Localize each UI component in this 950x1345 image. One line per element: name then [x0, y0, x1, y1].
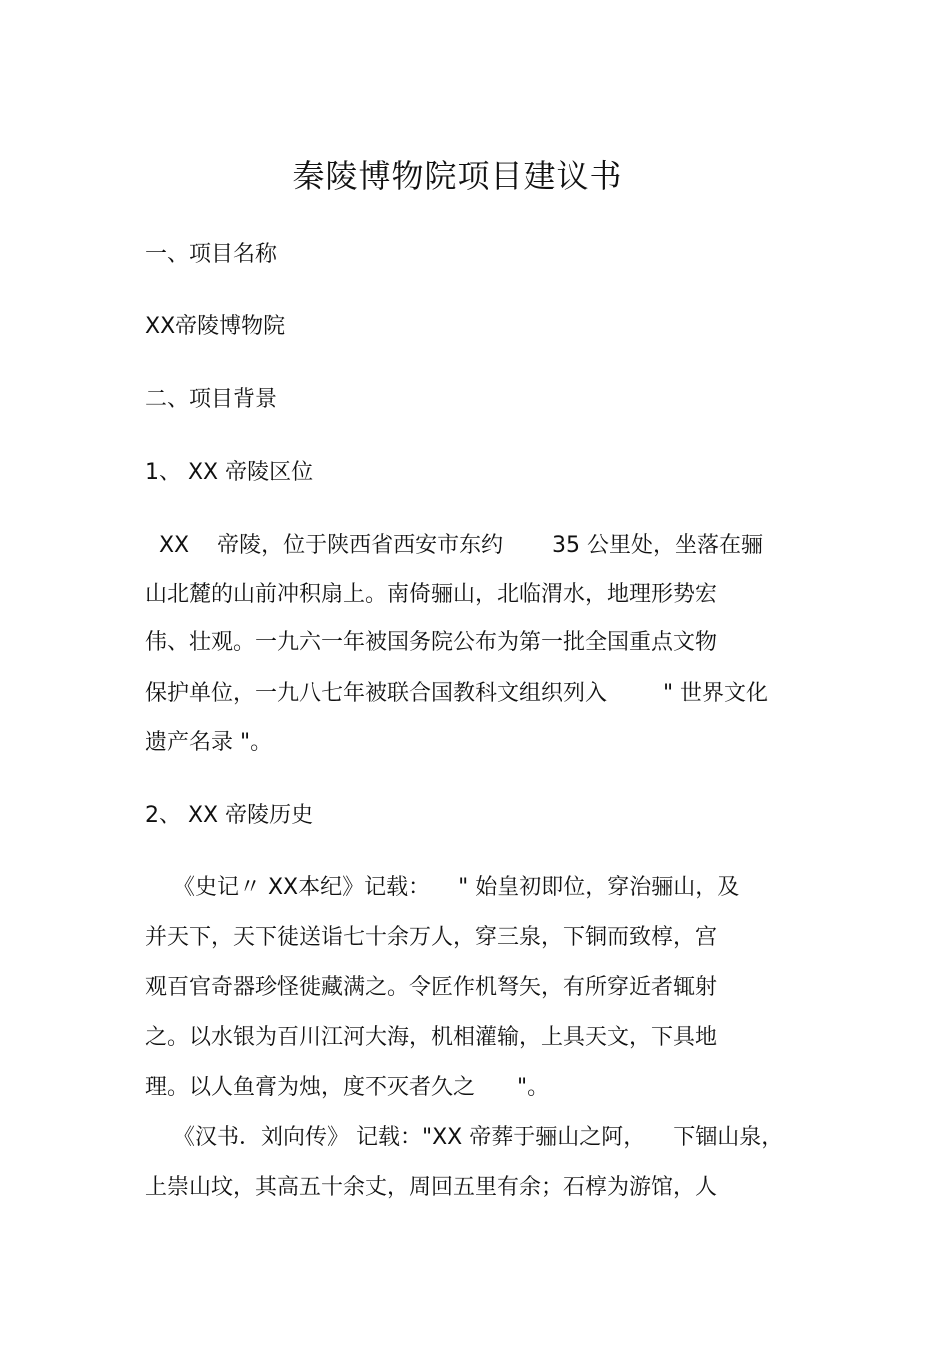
section-heading-project-name: 一、项目名称: [145, 242, 278, 267]
subheading-history: 2、 XX 帝陵历史: [145, 803, 314, 828]
paragraph-history-line: 观百官奇器珍怪徙藏满之。令匠作机弩矢，有所穿近者辄射: [145, 975, 718, 1000]
subheading-location: 1、 XX 帝陵区位: [145, 460, 314, 485]
paragraph-history-line: 之。以水银为百川江河大海，机相灌输，上具天文，下具地: [145, 1025, 718, 1050]
paragraph-history-line: 《史记〃 XX本纪》记载： " 始皇初即位，穿治骊山，及: [145, 875, 740, 900]
paragraph-location-line: 伟、壮观。一九六一年被国务院公布为第一批全国重点文物: [145, 630, 718, 655]
paragraph-location-line: 保护单位，一九八七年被联合国教科文组织列入 " 世界文化: [145, 681, 769, 706]
paragraph-history-line: 理。以人鱼膏为烛，度不灭者久之 "。: [145, 1075, 550, 1100]
paragraph-hanshu-line: 《汉书．刘向传》 记载："XX 帝葬于骊山之阿， 下锢山泉，: [145, 1125, 784, 1150]
section-heading-background: 二、项目背景: [145, 387, 278, 412]
paragraph-history-line: 并天下，天下徒送诣七十余万人，穿三泉，下铜而致椁，宫: [145, 925, 718, 950]
project-name-text: XX帝陵博物院: [145, 314, 286, 339]
paragraph-hanshu-line: 上崇山坟，其高五十余丈，周回五里有余；石椁为游馆，人: [145, 1175, 718, 1200]
paragraph-location-line: 山北麓的山前冲积扇上。南倚骊山，北临渭水，地理形势宏: [145, 582, 718, 607]
paragraph-location-line: 遗产名录 "。: [145, 730, 273, 755]
document-title: 秦陵博物院项目建议书: [292, 157, 623, 195]
paragraph-location-line: XX 帝陵，位于陕西省西安市东约 35 公里处，坐落在骊: [145, 533, 764, 558]
